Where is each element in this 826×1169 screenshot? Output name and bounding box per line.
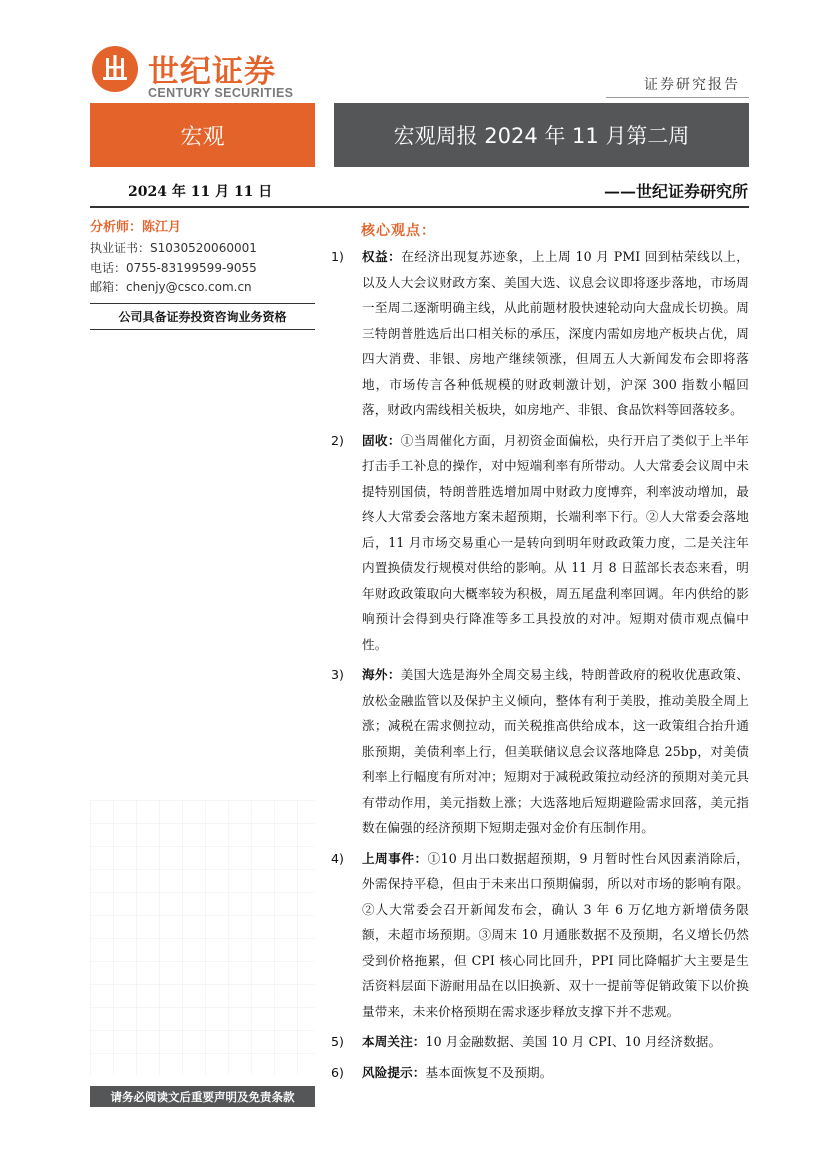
report-type-divider — [606, 97, 749, 98]
point-text: 10 月金融数据、美国 10 月 CPI、10 月经济数据。 — [425, 1034, 722, 1049]
logo-emblem-icon — [92, 46, 138, 92]
point-label: 本周关注： — [362, 1034, 426, 1049]
research-institute: ——世纪证券研究所 — [603, 182, 748, 201]
point-label: 风险提示： — [362, 1064, 426, 1080]
point-number: 4) — [331, 850, 344, 866]
sidebar-grid-background — [90, 800, 315, 1075]
analyst-sidebar — [90, 216, 315, 330]
qualification-statement: 公司具备证券投资咨询业务资格 — [90, 303, 315, 330]
point-number: 3) — [331, 667, 344, 682]
analyst-label: 分析师： — [90, 220, 143, 235]
point-number: 2) — [331, 432, 344, 448]
analyst-phone: 电话：0755-83199599-9055 — [90, 260, 257, 275]
point-last-week-events — [331, 846, 749, 1025]
report-date: 2024 年 11 月 11 日 — [128, 184, 273, 200]
point-number: 1) — [331, 249, 344, 264]
point-number: 6) — [331, 1064, 344, 1080]
point-number: 5) — [331, 1034, 344, 1049]
core-views-section — [331, 220, 749, 1090]
report-type-label: 证券研究报告 — [644, 77, 740, 93]
point-risk-warning — [331, 1060, 749, 1086]
point-overseas — [331, 662, 749, 841]
report-title-banner: 宏观周报 2024 年 11 月第二周 — [334, 103, 749, 167]
point-text: ①当周催化方面，月初资金面偏松，央行开启了类似于上半年打击手工补息的操作，对中短端利率有所带动。人大常委会议周中未提特别国债，特朗普胜选增加周中财政力度博弈，利率波动增加，最终人大常委会落地方案未超预期，长端利率下行。②人大常委会落地后，11 月市场交易重心一是转向到明年财政政策力度，二是关注年内置换债发行规模对供给的影响。从 11 月 8 日蓝部长表态来看，明年财政政策取向大概率较为积极，周五尾盘利率回调。年内供给的影响预计会得到央行降准等多工具投放的对冲。短期对债市观点偏中性。 — [362, 432, 749, 652]
analyst-email[interactable]: 邮箱：chenjy@csco.com.cn — [90, 280, 252, 294]
core-views-title: 核心观点： — [361, 223, 436, 239]
point-text: 在经济出现复苏迹象，上上周 10 月 PMI 回到枯荣线以上，以及人大会议财政方案、美国大选、议息会议即将逐步落地，市场周一至周二逐渐明确主线，从此前题材股快速轮动向大盘成长切换。周三特朗普胜选后出口相关标的承压，深度内需如房地产板块占优，周四大消费、非银、房地产继续领涨，但周五人大新闻发布会即将落地，市场传言各种低规模的财政刺激计划，沪深 300 指数小幅回落，财政内需线相关板块，如房地产、非银、食品饮料等回落较多。 — [362, 249, 749, 417]
disclaimer-banner: 请务必阅读文后重要声明及免责条款 — [90, 1086, 315, 1107]
point-this-week-focus — [331, 1029, 749, 1055]
point-fixed-income — [331, 428, 749, 658]
point-label: 海外： — [362, 667, 401, 682]
point-equity — [331, 244, 749, 423]
analyst-certificate: 执业证书：S1030520060001 — [90, 241, 257, 255]
logo-english-text: CENTURY SECURITIES — [148, 86, 294, 100]
point-label: 固收： — [362, 432, 401, 448]
header-divider — [90, 206, 749, 208]
report-category-banner: 宏观 — [90, 103, 315, 167]
point-text: 美国大选是海外全周交易主线，特朗普政府的税收优惠政策、放松金融监管以及保护主义倾向，整体有利于美股，推动美股全周上涨；减税在需求侧拉动，而关税推高供给成本，这一政策组合抬升通胀预期，美债利率上行，但美联储议息会议落地降息 25bp，对美债利率上行幅度有所对冲；短期对于减税政策拉动经济的预期对美元具有带动作用，美元指数上涨；大选落地后短期避险需求回落，美元指数在偏强的经济预期下短期走强对金价有压制作用。 — [362, 667, 749, 835]
analyst-name: 陈江月 — [142, 220, 182, 235]
logo-chinese-text: 世纪证券 — [148, 54, 276, 90]
point-label: 上周事件： — [362, 850, 428, 866]
point-text: ①10 月出口数据超预期，9 月暂时性台风因素消除后，外需保持平稳，但由于未来出口预期偏弱，所以对市场的影响有限。②人大常委会召开新闻发布会，确认 3 年 6 万亿地方新增债务限额，未超市场预期。③周末 10 月通胀数据不及预期，名义增长仍然受到价格拖累，但 CPI 核心同比回升，PPI 同比降幅扩大主要是生活资料层面下游耐用品在以旧换新、双十一提前等促销政策下以价换量带来，未来价格预期在需求逐步释放支撑下并不悲观。 — [362, 850, 749, 1019]
company-logo — [92, 46, 312, 102]
point-text: 基本面恢复不及预期。 — [425, 1064, 553, 1080]
analyst-name-line — [90, 216, 315, 235]
point-label: 权益： — [362, 249, 402, 264]
